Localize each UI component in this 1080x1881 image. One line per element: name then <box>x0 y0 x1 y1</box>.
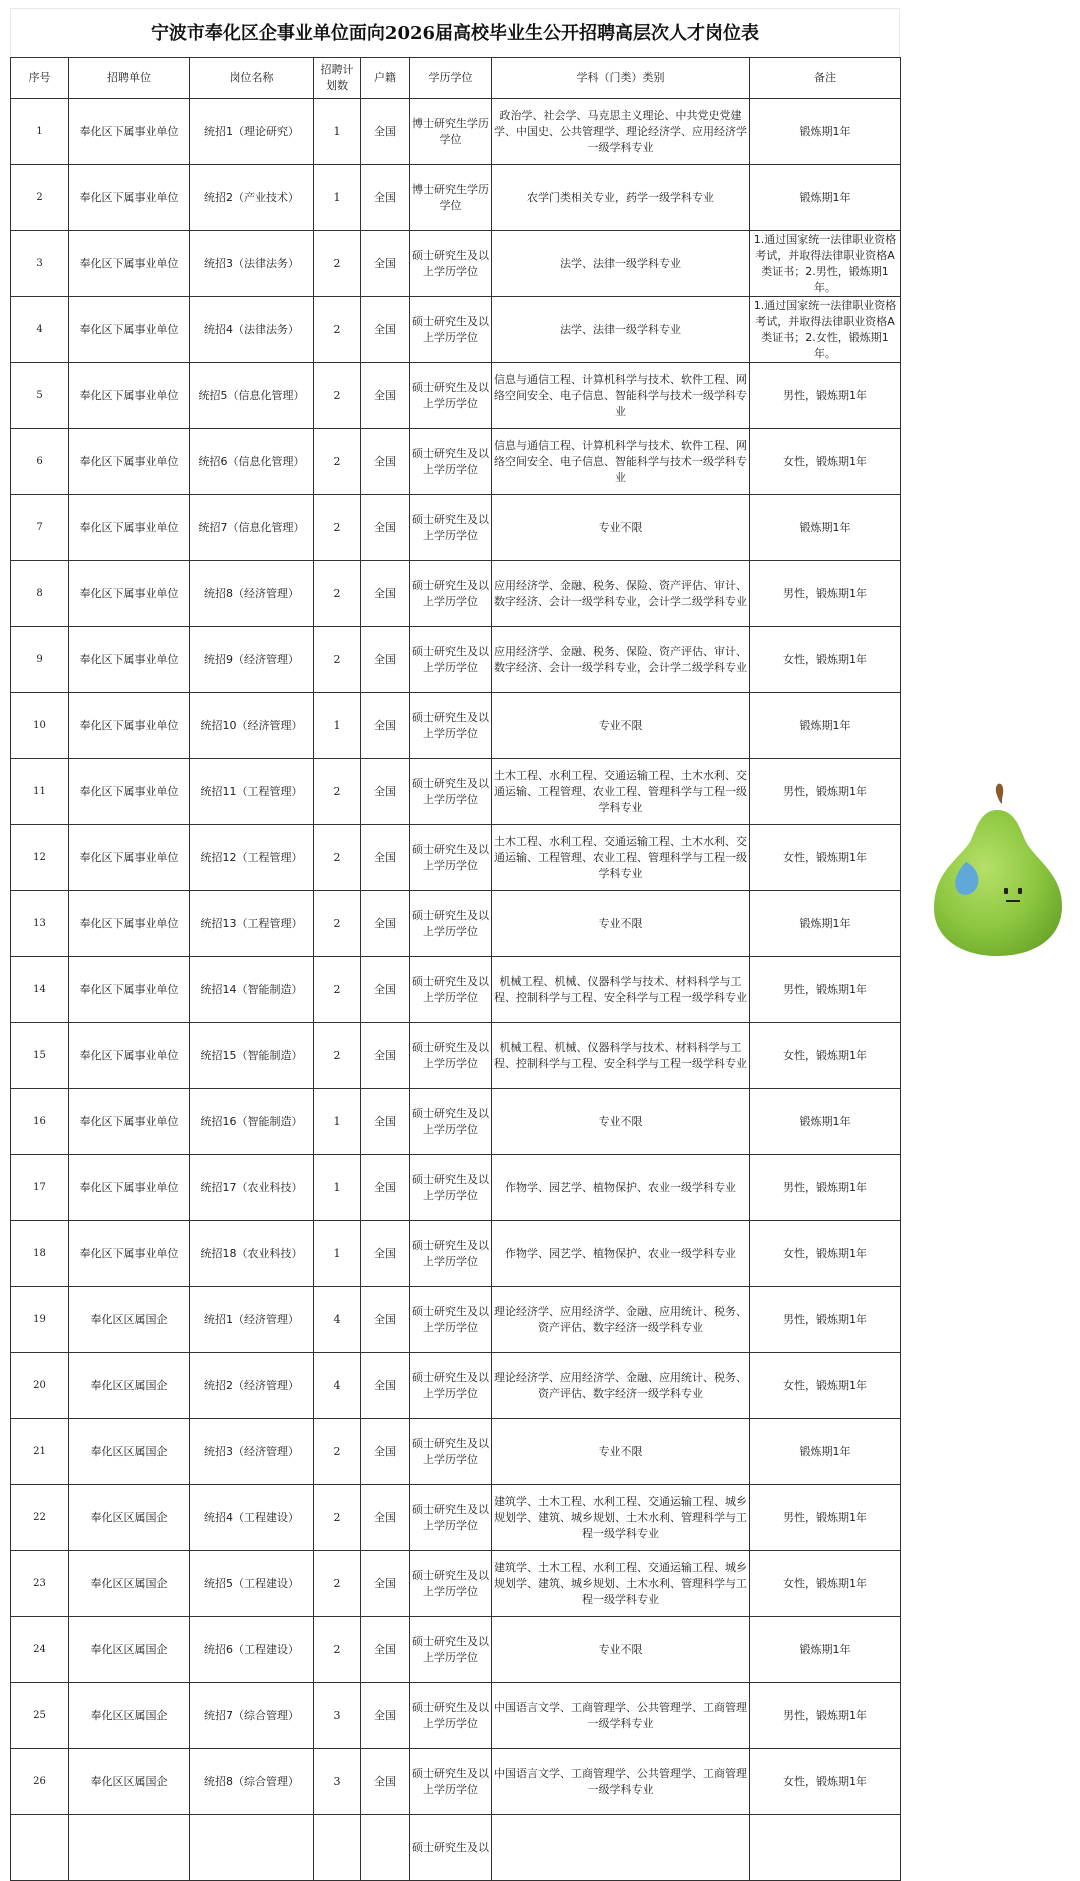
cell-hukou: 全国 <box>361 1419 410 1485</box>
cell-plan-count: 1 <box>314 693 361 759</box>
cell-major: 土木工程、水利工程、交通运输工程、土木水利、交通运输、工程管理、农业工程、管理科学与工程一级学科专业 <box>492 825 750 891</box>
cell-education: 硕士研究生及以上学历学位 <box>410 1287 492 1353</box>
cell-post: 统招6（信息化管理） <box>190 429 314 495</box>
cell-post: 统招8（经济管理） <box>190 561 314 627</box>
cell-index: 3 <box>11 231 69 297</box>
cell-unit: 奉化区下属事业单位 <box>69 825 190 891</box>
table-row <box>11 1617 901 1683</box>
cell-post <box>190 1815 314 1881</box>
cell-unit: 奉化区下属事业单位 <box>69 1089 190 1155</box>
cell-index <box>11 1815 69 1881</box>
cell-note: 锻炼期1年 <box>750 495 901 561</box>
cell-hukou: 全国 <box>361 1749 410 1815</box>
cell-note: 锻炼期1年 <box>750 165 901 231</box>
cell-plan-count: 2 <box>314 759 361 825</box>
table-row <box>11 231 901 297</box>
table-row <box>11 297 901 363</box>
cell-unit: 奉化区区属国企 <box>69 1683 190 1749</box>
header-cell: 学科（门类）类别 <box>492 58 750 99</box>
cell-post: 统招1（经济管理） <box>190 1287 314 1353</box>
cell-education: 硕士研究生及以上学历学位 <box>410 363 492 429</box>
cell-unit: 奉化区下属事业单位 <box>69 297 190 363</box>
cell-note: 锻炼期1年 <box>750 1089 901 1155</box>
cell-plan-count: 1 <box>314 165 361 231</box>
cell-education: 硕士研究生及以上学历学位 <box>410 1551 492 1617</box>
cell-note: 1.通过国家统一法律职业资格考试，并取得法律职业资格A类证书；2.男性，锻炼期1年。 <box>750 231 901 297</box>
cell-unit <box>69 1815 190 1881</box>
cell-major: 法学、法律一级学科专业 <box>492 297 750 363</box>
cell-education: 硕士研究生及以上学历学位 <box>410 759 492 825</box>
cell-plan-count: 2 <box>314 891 361 957</box>
cell-hukou: 全国 <box>361 1551 410 1617</box>
cell-plan-count: 4 <box>314 1353 361 1419</box>
cell-major <box>492 1815 750 1881</box>
cell-plan-count: 3 <box>314 1683 361 1749</box>
cell-unit: 奉化区下属事业单位 <box>69 627 190 693</box>
cell-post: 统招18（农业科技） <box>190 1221 314 1287</box>
cell-hukou: 全国 <box>361 627 410 693</box>
cell-education: 硕士研究生及以上学历学位 <box>410 891 492 957</box>
cell-index: 2 <box>11 165 69 231</box>
positions-table <box>10 57 901 1881</box>
cell-unit: 奉化区区属国企 <box>69 1485 190 1551</box>
cell-unit: 奉化区下属事业单位 <box>69 1155 190 1221</box>
cell-education: 硕士研究生及以上学历学位 <box>410 1023 492 1089</box>
cell-post: 统招14（智能制造） <box>190 957 314 1023</box>
cell-post: 统招15（智能制造） <box>190 1023 314 1089</box>
cell-hukou: 全国 <box>361 165 410 231</box>
cell-index: 26 <box>11 1749 69 1815</box>
table-row <box>11 1749 901 1815</box>
cell-plan-count: 1 <box>314 1221 361 1287</box>
cell-hukou: 全国 <box>361 1617 410 1683</box>
cell-education: 硕士研究生及以上学历学位 <box>410 693 492 759</box>
cell-index: 13 <box>11 891 69 957</box>
header-cell: 备注 <box>750 58 901 99</box>
cell-unit: 奉化区下属事业单位 <box>69 891 190 957</box>
cell-index: 25 <box>11 1683 69 1749</box>
cell-hukou: 全国 <box>361 1155 410 1221</box>
cell-plan-count: 2 <box>314 363 361 429</box>
header-cell: 招聘计划数 <box>314 58 361 99</box>
header-cell: 学历学位 <box>410 58 492 99</box>
cell-note: 女性，锻炼期1年 <box>750 429 901 495</box>
cell-education: 博士研究生学历学位 <box>410 165 492 231</box>
table-row <box>11 1287 901 1353</box>
cell-education: 硕士研究生及以上学历学位 <box>410 1617 492 1683</box>
cell-education: 硕士研究生及以上学历学位 <box>410 1089 492 1155</box>
cell-note: 女性，锻炼期1年 <box>750 1353 901 1419</box>
cell-note: 男性，锻炼期1年 <box>750 957 901 1023</box>
table-row <box>11 957 901 1023</box>
table-row <box>11 1353 901 1419</box>
cell-plan-count: 2 <box>314 495 361 561</box>
cell-major: 土木工程、水利工程、交通运输工程、土木水利、交通运输、工程管理、农业工程、管理科学与工程一级学科专业 <box>492 759 750 825</box>
cell-unit: 奉化区下属事业单位 <box>69 957 190 1023</box>
cell-hukou: 全国 <box>361 759 410 825</box>
cell-education: 硕士研究生及以上学历学位 <box>410 495 492 561</box>
table-row <box>11 825 901 891</box>
cell-plan-count: 3 <box>314 1749 361 1815</box>
cell-post: 统招5（工程建设） <box>190 1551 314 1617</box>
cell-unit: 奉化区区属国企 <box>69 1287 190 1353</box>
cell-index: 18 <box>11 1221 69 1287</box>
cell-unit: 奉化区下属事业单位 <box>69 429 190 495</box>
cell-post: 统招1（理论研究） <box>190 99 314 165</box>
cell-post: 统招3（经济管理） <box>190 1419 314 1485</box>
cell-post: 统招5（信息化管理） <box>190 363 314 429</box>
table-row <box>11 495 901 561</box>
cell-note <box>750 1815 901 1881</box>
cell-major: 专业不限 <box>492 1089 750 1155</box>
cell-plan-count: 2 <box>314 957 361 1023</box>
cell-hukou: 全国 <box>361 1023 410 1089</box>
cell-plan-count: 1 <box>314 1155 361 1221</box>
cell-plan-count: 2 <box>314 297 361 363</box>
cell-index: 4 <box>11 297 69 363</box>
cell-note: 锻炼期1年 <box>750 1419 901 1485</box>
cell-index: 23 <box>11 1551 69 1617</box>
cell-note: 男性，锻炼期1年 <box>750 1287 901 1353</box>
cell-unit: 奉化区下属事业单位 <box>69 231 190 297</box>
cell-index: 21 <box>11 1419 69 1485</box>
cell-note: 女性，锻炼期1年 <box>750 1023 901 1089</box>
header-cell: 岗位名称 <box>190 58 314 99</box>
cell-major: 专业不限 <box>492 693 750 759</box>
cell-plan-count: 4 <box>314 1287 361 1353</box>
cell-education: 硕士研究生及以上学历学位 <box>410 1353 492 1419</box>
cell-note: 男性，锻炼期1年 <box>750 759 901 825</box>
table-header-row <box>11 58 901 99</box>
cell-plan-count: 2 <box>314 1617 361 1683</box>
cell-post: 统招13（工程管理） <box>190 891 314 957</box>
cell-education: 硕士研究生及以上学历学位 <box>410 1221 492 1287</box>
cell-plan-count: 2 <box>314 627 361 693</box>
table-row <box>11 99 901 165</box>
cell-hukou: 全国 <box>361 825 410 891</box>
cell-major: 专业不限 <box>492 1617 750 1683</box>
cell-index: 15 <box>11 1023 69 1089</box>
pear-sticker-icon <box>922 780 1072 960</box>
cell-note: 女性，锻炼期1年 <box>750 1749 901 1815</box>
table-row <box>11 693 901 759</box>
cell-index: 24 <box>11 1617 69 1683</box>
cell-hukou: 全国 <box>361 363 410 429</box>
cell-plan-count: 2 <box>314 1485 361 1551</box>
cell-unit: 奉化区区属国企 <box>69 1617 190 1683</box>
cell-index: 1 <box>11 99 69 165</box>
cell-note: 锻炼期1年 <box>750 891 901 957</box>
cell-hukou: 全国 <box>361 99 410 165</box>
cell-post: 统招16（智能制造） <box>190 1089 314 1155</box>
cell-plan-count <box>314 1815 361 1881</box>
cell-note: 锻炼期1年 <box>750 1617 901 1683</box>
cell-note: 男性，锻炼期1年 <box>750 1485 901 1551</box>
cell-plan-count: 2 <box>314 231 361 297</box>
table-row <box>11 1089 901 1155</box>
cell-note: 女性，锻炼期1年 <box>750 627 901 693</box>
cell-major: 信息与通信工程、计算机科学与技术、软件工程、网络空间安全、电子信息、智能科学与技术一级学科专业 <box>492 429 750 495</box>
cell-hukou: 全国 <box>361 957 410 1023</box>
cell-major: 法学、法律一级学科专业 <box>492 231 750 297</box>
cell-hukou: 全国 <box>361 693 410 759</box>
cell-post: 统招7（综合管理） <box>190 1683 314 1749</box>
cell-index: 22 <box>11 1485 69 1551</box>
table-row <box>11 363 901 429</box>
sheet-title: 宁波市奉化区企事业单位面向2026届高校毕业生公开招聘高层次人才岗位表 <box>10 8 900 57</box>
cell-major: 信息与通信工程、计算机科学与技术、软件工程、网络空间安全、电子信息、智能科学与技术一级学科专业 <box>492 363 750 429</box>
table-row <box>11 429 901 495</box>
cell-index: 10 <box>11 693 69 759</box>
cell-unit: 奉化区下属事业单位 <box>69 693 190 759</box>
cell-index: 7 <box>11 495 69 561</box>
cell-major: 理论经济学、应用经济学、金融、应用统计、税务、资产评估、数字经济一级学科专业 <box>492 1287 750 1353</box>
cell-index: 8 <box>11 561 69 627</box>
cell-hukou: 全国 <box>361 297 410 363</box>
cell-education: 博士研究生学历学位 <box>410 99 492 165</box>
cell-education: 硕士研究生及以上学历学位 <box>410 429 492 495</box>
cell-education: 硕士研究生及以上学历学位 <box>410 1155 492 1221</box>
cell-note: 男性，锻炼期1年 <box>750 1155 901 1221</box>
cell-post: 统招9（经济管理） <box>190 627 314 693</box>
cell-major: 专业不限 <box>492 1419 750 1485</box>
cell-index: 5 <box>11 363 69 429</box>
table-row <box>11 1419 901 1485</box>
cell-major: 应用经济学、金融、税务、保险、资产评估、审计、数字经济、会计一级学科专业，会计学二级学科专业 <box>492 627 750 693</box>
cell-hukou: 全国 <box>361 1683 410 1749</box>
cell-post: 统招3（法律法务） <box>190 231 314 297</box>
cell-note: 男性，锻炼期1年 <box>750 363 901 429</box>
cell-education: 硕士研究生及以上学历学位 <box>410 825 492 891</box>
table-row <box>11 1485 901 1551</box>
cell-unit: 奉化区下属事业单位 <box>69 1221 190 1287</box>
cell-major: 机械工程、机械、仪器科学与技术、材料科学与工程、控制科学与工程、安全科学与工程一级学科专业 <box>492 957 750 1023</box>
cell-note: 男性，锻炼期1年 <box>750 1683 901 1749</box>
cell-major: 中国语言文学、工商管理学、公共管理学、工商管理一级学科专业 <box>492 1749 750 1815</box>
cell-index: 19 <box>11 1287 69 1353</box>
cell-plan-count: 2 <box>314 1419 361 1485</box>
table-row <box>11 759 901 825</box>
cell-major: 作物学、园艺学、植物保护、农业一级学科专业 <box>492 1221 750 1287</box>
table-row <box>11 627 901 693</box>
cell-hukou: 全国 <box>361 1287 410 1353</box>
cell-major: 理论经济学、应用经济学、金融、应用统计、税务、资产评估、数字经济一级学科专业 <box>492 1353 750 1419</box>
cell-education: 硕士研究生及以上学历学位 <box>410 231 492 297</box>
table-row <box>11 1551 901 1617</box>
cell-post: 统招7（信息化管理） <box>190 495 314 561</box>
table-row <box>11 1155 901 1221</box>
cell-index: 12 <box>11 825 69 891</box>
cell-index: 9 <box>11 627 69 693</box>
table-row <box>11 891 901 957</box>
cell-note: 女性，锻炼期1年 <box>750 1221 901 1287</box>
cell-unit: 奉化区区属国企 <box>69 1749 190 1815</box>
cell-education: 硕士研究生及以上学历学位 <box>410 1683 492 1749</box>
recruitment-sheet <box>10 8 900 1854</box>
cell-unit: 奉化区下属事业单位 <box>69 363 190 429</box>
cell-note: 女性，锻炼期1年 <box>750 825 901 891</box>
cell-plan-count: 2 <box>314 825 361 891</box>
cell-hukou: 全国 <box>361 561 410 627</box>
cell-major: 机械工程、机械、仪器科学与技术、材料科学与工程、控制科学与工程、安全科学与工程一级学科专业 <box>492 1023 750 1089</box>
cell-plan-count: 2 <box>314 1551 361 1617</box>
cell-major: 建筑学、土木工程、水利工程、交通运输工程、城乡规划学、建筑、城乡规划、土木水利、管理科学与工程一级学科专业 <box>492 1551 750 1617</box>
cell-note: 锻炼期1年 <box>750 99 901 165</box>
cell-plan-count: 2 <box>314 1023 361 1089</box>
cell-major: 政治学、社会学、马克思主义理论、中共党史党建学、中国史、公共管理学、理论经济学、应用经济学一级学科专业 <box>492 99 750 165</box>
cell-note: 女性，锻炼期1年 <box>750 1551 901 1617</box>
cell-hukou: 全国 <box>361 231 410 297</box>
cell-education: 硕士研究生及以 <box>410 1815 492 1881</box>
cell-post: 统招2（经济管理） <box>190 1353 314 1419</box>
cell-hukou <box>361 1815 410 1881</box>
cell-unit: 奉化区下属事业单位 <box>69 165 190 231</box>
cell-unit: 奉化区下属事业单位 <box>69 99 190 165</box>
cell-hukou: 全国 <box>361 1221 410 1287</box>
header-cell: 户籍 <box>361 58 410 99</box>
cell-unit: 奉化区下属事业单位 <box>69 759 190 825</box>
cell-index: 16 <box>11 1089 69 1155</box>
cell-post: 统招10（经济管理） <box>190 693 314 759</box>
cell-education: 硕士研究生及以上学历学位 <box>410 297 492 363</box>
cell-education: 硕士研究生及以上学历学位 <box>410 957 492 1023</box>
cell-unit: 奉化区下属事业单位 <box>69 561 190 627</box>
cell-unit: 奉化区区属国企 <box>69 1419 190 1485</box>
table-row <box>11 165 901 231</box>
cell-unit: 奉化区下属事业单位 <box>69 495 190 561</box>
cell-major: 建筑学、土木工程、水利工程、交通运输工程、城乡规划学、建筑、城乡规划、土木水利、管理科学与工程一级学科专业 <box>492 1485 750 1551</box>
cell-post: 统招11（工程管理） <box>190 759 314 825</box>
cell-major: 应用经济学、金融、税务、保险、资产评估、审计、数字经济、会计一级学科专业，会计学二级学科专业 <box>492 561 750 627</box>
cell-major: 专业不限 <box>492 891 750 957</box>
cell-hukou: 全国 <box>361 1485 410 1551</box>
cell-unit: 奉化区区属国企 <box>69 1551 190 1617</box>
cell-post: 统招6（工程建设） <box>190 1617 314 1683</box>
cell-education: 硕士研究生及以上学历学位 <box>410 1749 492 1815</box>
cell-hukou: 全国 <box>361 1353 410 1419</box>
cell-note: 男性，锻炼期1年 <box>750 561 901 627</box>
cell-major: 中国语言文学、工商管理学、公共管理学、工商管理一级学科专业 <box>492 1683 750 1749</box>
cell-major: 专业不限 <box>492 495 750 561</box>
cell-major: 农学门类相关专业，药学一级学科专业 <box>492 165 750 231</box>
cell-post: 统招4（法律法务） <box>190 297 314 363</box>
cell-note: 锻炼期1年 <box>750 693 901 759</box>
table-row <box>11 1683 901 1749</box>
table-row <box>11 1221 901 1287</box>
cell-unit: 奉化区区属国企 <box>69 1353 190 1419</box>
cell-hukou: 全国 <box>361 495 410 561</box>
cell-unit: 奉化区下属事业单位 <box>69 1023 190 1089</box>
cell-education: 硕士研究生及以上学历学位 <box>410 561 492 627</box>
cell-major: 作物学、园艺学、植物保护、农业一级学科专业 <box>492 1155 750 1221</box>
cell-index: 6 <box>11 429 69 495</box>
cell-index: 17 <box>11 1155 69 1221</box>
cell-education: 硕士研究生及以上学历学位 <box>410 1419 492 1485</box>
cell-index: 20 <box>11 1353 69 1419</box>
cell-plan-count: 2 <box>314 429 361 495</box>
cell-hukou: 全国 <box>361 891 410 957</box>
cell-plan-count: 1 <box>314 1089 361 1155</box>
table-row <box>11 1815 901 1881</box>
cell-post: 统招12（工程管理） <box>190 825 314 891</box>
cell-post: 统招8（综合管理） <box>190 1749 314 1815</box>
cell-note: 1.通过国家统一法律职业资格考试，并取得法律职业资格A类证书；2.女性，锻炼期1年。 <box>750 297 901 363</box>
table-row <box>11 561 901 627</box>
cell-index: 14 <box>11 957 69 1023</box>
table-row <box>11 1023 901 1089</box>
cell-index: 11 <box>11 759 69 825</box>
cell-education: 硕士研究生及以上学历学位 <box>410 1485 492 1551</box>
cell-post: 统招2（产业技术） <box>190 165 314 231</box>
header-cell: 序号 <box>11 58 69 99</box>
cell-post: 统招17（农业科技） <box>190 1155 314 1221</box>
cell-hukou: 全国 <box>361 1089 410 1155</box>
cell-hukou: 全国 <box>361 429 410 495</box>
cell-plan-count: 1 <box>314 99 361 165</box>
header-cell: 招聘单位 <box>69 58 190 99</box>
cell-education: 硕士研究生及以上学历学位 <box>410 627 492 693</box>
cell-plan-count: 2 <box>314 561 361 627</box>
cell-post: 统招4（工程建设） <box>190 1485 314 1551</box>
